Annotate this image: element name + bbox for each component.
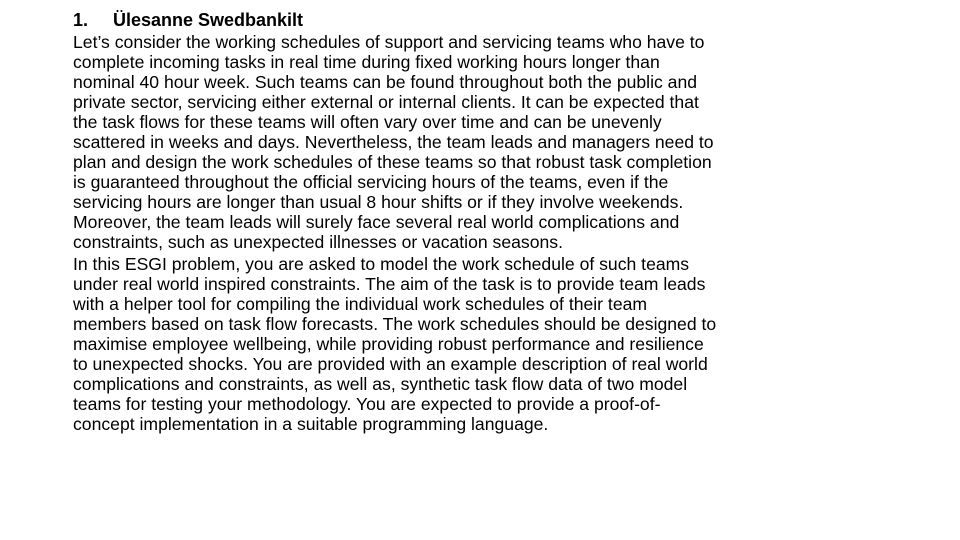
paragraph-line: scattered in weeks and days. Nevertheless, the team leads and managers need to xyxy=(73,132,714,152)
slide-content xyxy=(73,8,885,434)
problem-description-paragraph xyxy=(73,32,885,252)
paragraph-line: Moreover, the team leads will surely face several real world complications and xyxy=(73,212,680,232)
paragraph-line: maximise employee wellbeing, while providing robust performance and resilience xyxy=(73,334,704,354)
task-assignment-paragraph xyxy=(73,254,885,434)
paragraph-line: is guaranteed throughout the official servicing hours of the teams, even if the xyxy=(73,172,669,192)
paragraph-line: the task flows for these teams will often vary over time and can be unevenly xyxy=(73,112,662,132)
task-number: 1. xyxy=(73,10,89,30)
paragraph-line: nominal 40 hour week. Such teams can be found throughout both the public and xyxy=(73,72,698,92)
paragraph-line: Let’s consider the working schedules of support and servicing teams who have to xyxy=(73,32,705,52)
paragraph-line: members based on task flow forecasts. The work schedules should be designed to xyxy=(73,314,717,334)
task-heading xyxy=(73,8,885,32)
paragraph-line: constraints, such as unexpected illnesses or vacation seasons. xyxy=(73,232,563,252)
paragraph-line: complications and constraints, as well as, synthetic task flow data of two model xyxy=(73,374,688,394)
paragraph-line: to unexpected shocks. You are provided with an example description of real world xyxy=(73,354,708,374)
paragraph-line: servicing hours are longer than usual 8 hour shifts or if they involve weekends. xyxy=(73,192,684,212)
paragraph-line: plan and design the work schedules of these teams so that robust task completion xyxy=(73,152,712,172)
task-title: Ülesanne Swedbankilt xyxy=(113,10,304,30)
paragraph-line: In this ESGI problem, you are asked to model the work schedule of such teams xyxy=(73,254,690,274)
paragraph-line: with a helper tool for compiling the individual work schedules of their team xyxy=(73,294,648,314)
paragraph-line: teams for testing your methodology. You are expected to provide a proof-of- xyxy=(73,394,661,414)
paragraph-line: concept implementation in a suitable programming language. xyxy=(73,414,549,434)
paragraph-line: private sector, servicing either external or internal clients. It can be expected that xyxy=(73,92,699,112)
paragraph-line: under real world inspired constraints. The aim of the task is to provide team leads xyxy=(73,274,706,294)
paragraph-line: complete incoming tasks in real time during fixed working hours longer than xyxy=(73,52,660,72)
